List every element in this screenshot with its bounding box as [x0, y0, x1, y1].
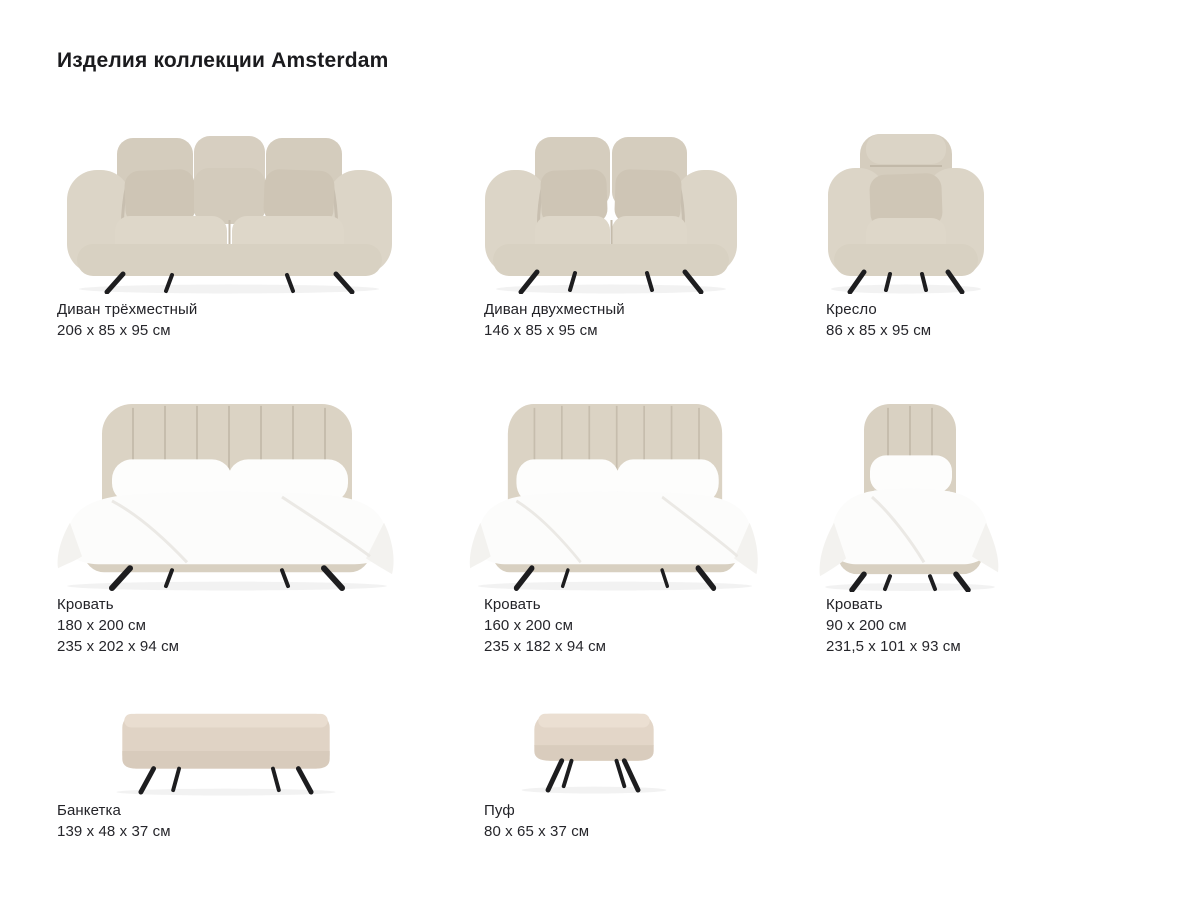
product-label-bed160: [484, 594, 606, 657]
product-name: Банкетка: [57, 802, 121, 819]
bed-180-image: [52, 398, 402, 592]
product-dimensions: 231,5 x 101 x 93 см: [826, 638, 961, 655]
sofa-3seat-image: [57, 122, 402, 294]
product-name: Кресло: [826, 301, 877, 318]
product-dimensions: 80 x 65 x 37 см: [484, 823, 590, 840]
product-sleeping-size: 160 x 200 см: [484, 617, 574, 634]
product-label-pouf: [484, 800, 589, 842]
product-dimensions: 235 x 202 x 94 см: [57, 638, 180, 655]
product-sleeping-size: 90 x 200 см: [826, 617, 907, 634]
product-name: Диван трёхместный: [57, 301, 198, 318]
page-title: Изделия коллекции Amsterdam: [57, 49, 389, 72]
bed-90-image: [812, 398, 1008, 592]
product-dimensions: 235 x 182 x 94 см: [484, 638, 607, 655]
product-name: Кровать: [57, 596, 114, 613]
product-dimensions: 146 x 85 x 95 см: [484, 322, 598, 339]
product-name: Кровать: [826, 596, 883, 613]
armchair-image: [820, 122, 992, 294]
product-label-sofa2: [484, 299, 625, 341]
sofa-2seat-image: [477, 122, 745, 294]
bench-image: [92, 706, 360, 796]
product-sleeping-size: 180 x 200 см: [57, 617, 147, 634]
product-name: Кровать: [484, 596, 541, 613]
product-dimensions: 206 x 85 x 95 см: [57, 322, 171, 339]
product-label-bed90: [826, 594, 961, 657]
product-label-sofa3: [57, 299, 197, 341]
product-dimensions: 86 x 85 x 95 см: [826, 322, 932, 339]
pouf-image: [505, 704, 683, 794]
product-label-armchair: [826, 299, 931, 341]
product-dimensions: 139 x 48 x 37 см: [57, 823, 171, 840]
product-name: Диван двухместный: [484, 301, 625, 318]
product-label-bed180: [57, 594, 179, 657]
product-label-bench: [57, 800, 171, 842]
bed-160-image: [465, 398, 765, 592]
product-name: Пуф: [484, 802, 515, 819]
